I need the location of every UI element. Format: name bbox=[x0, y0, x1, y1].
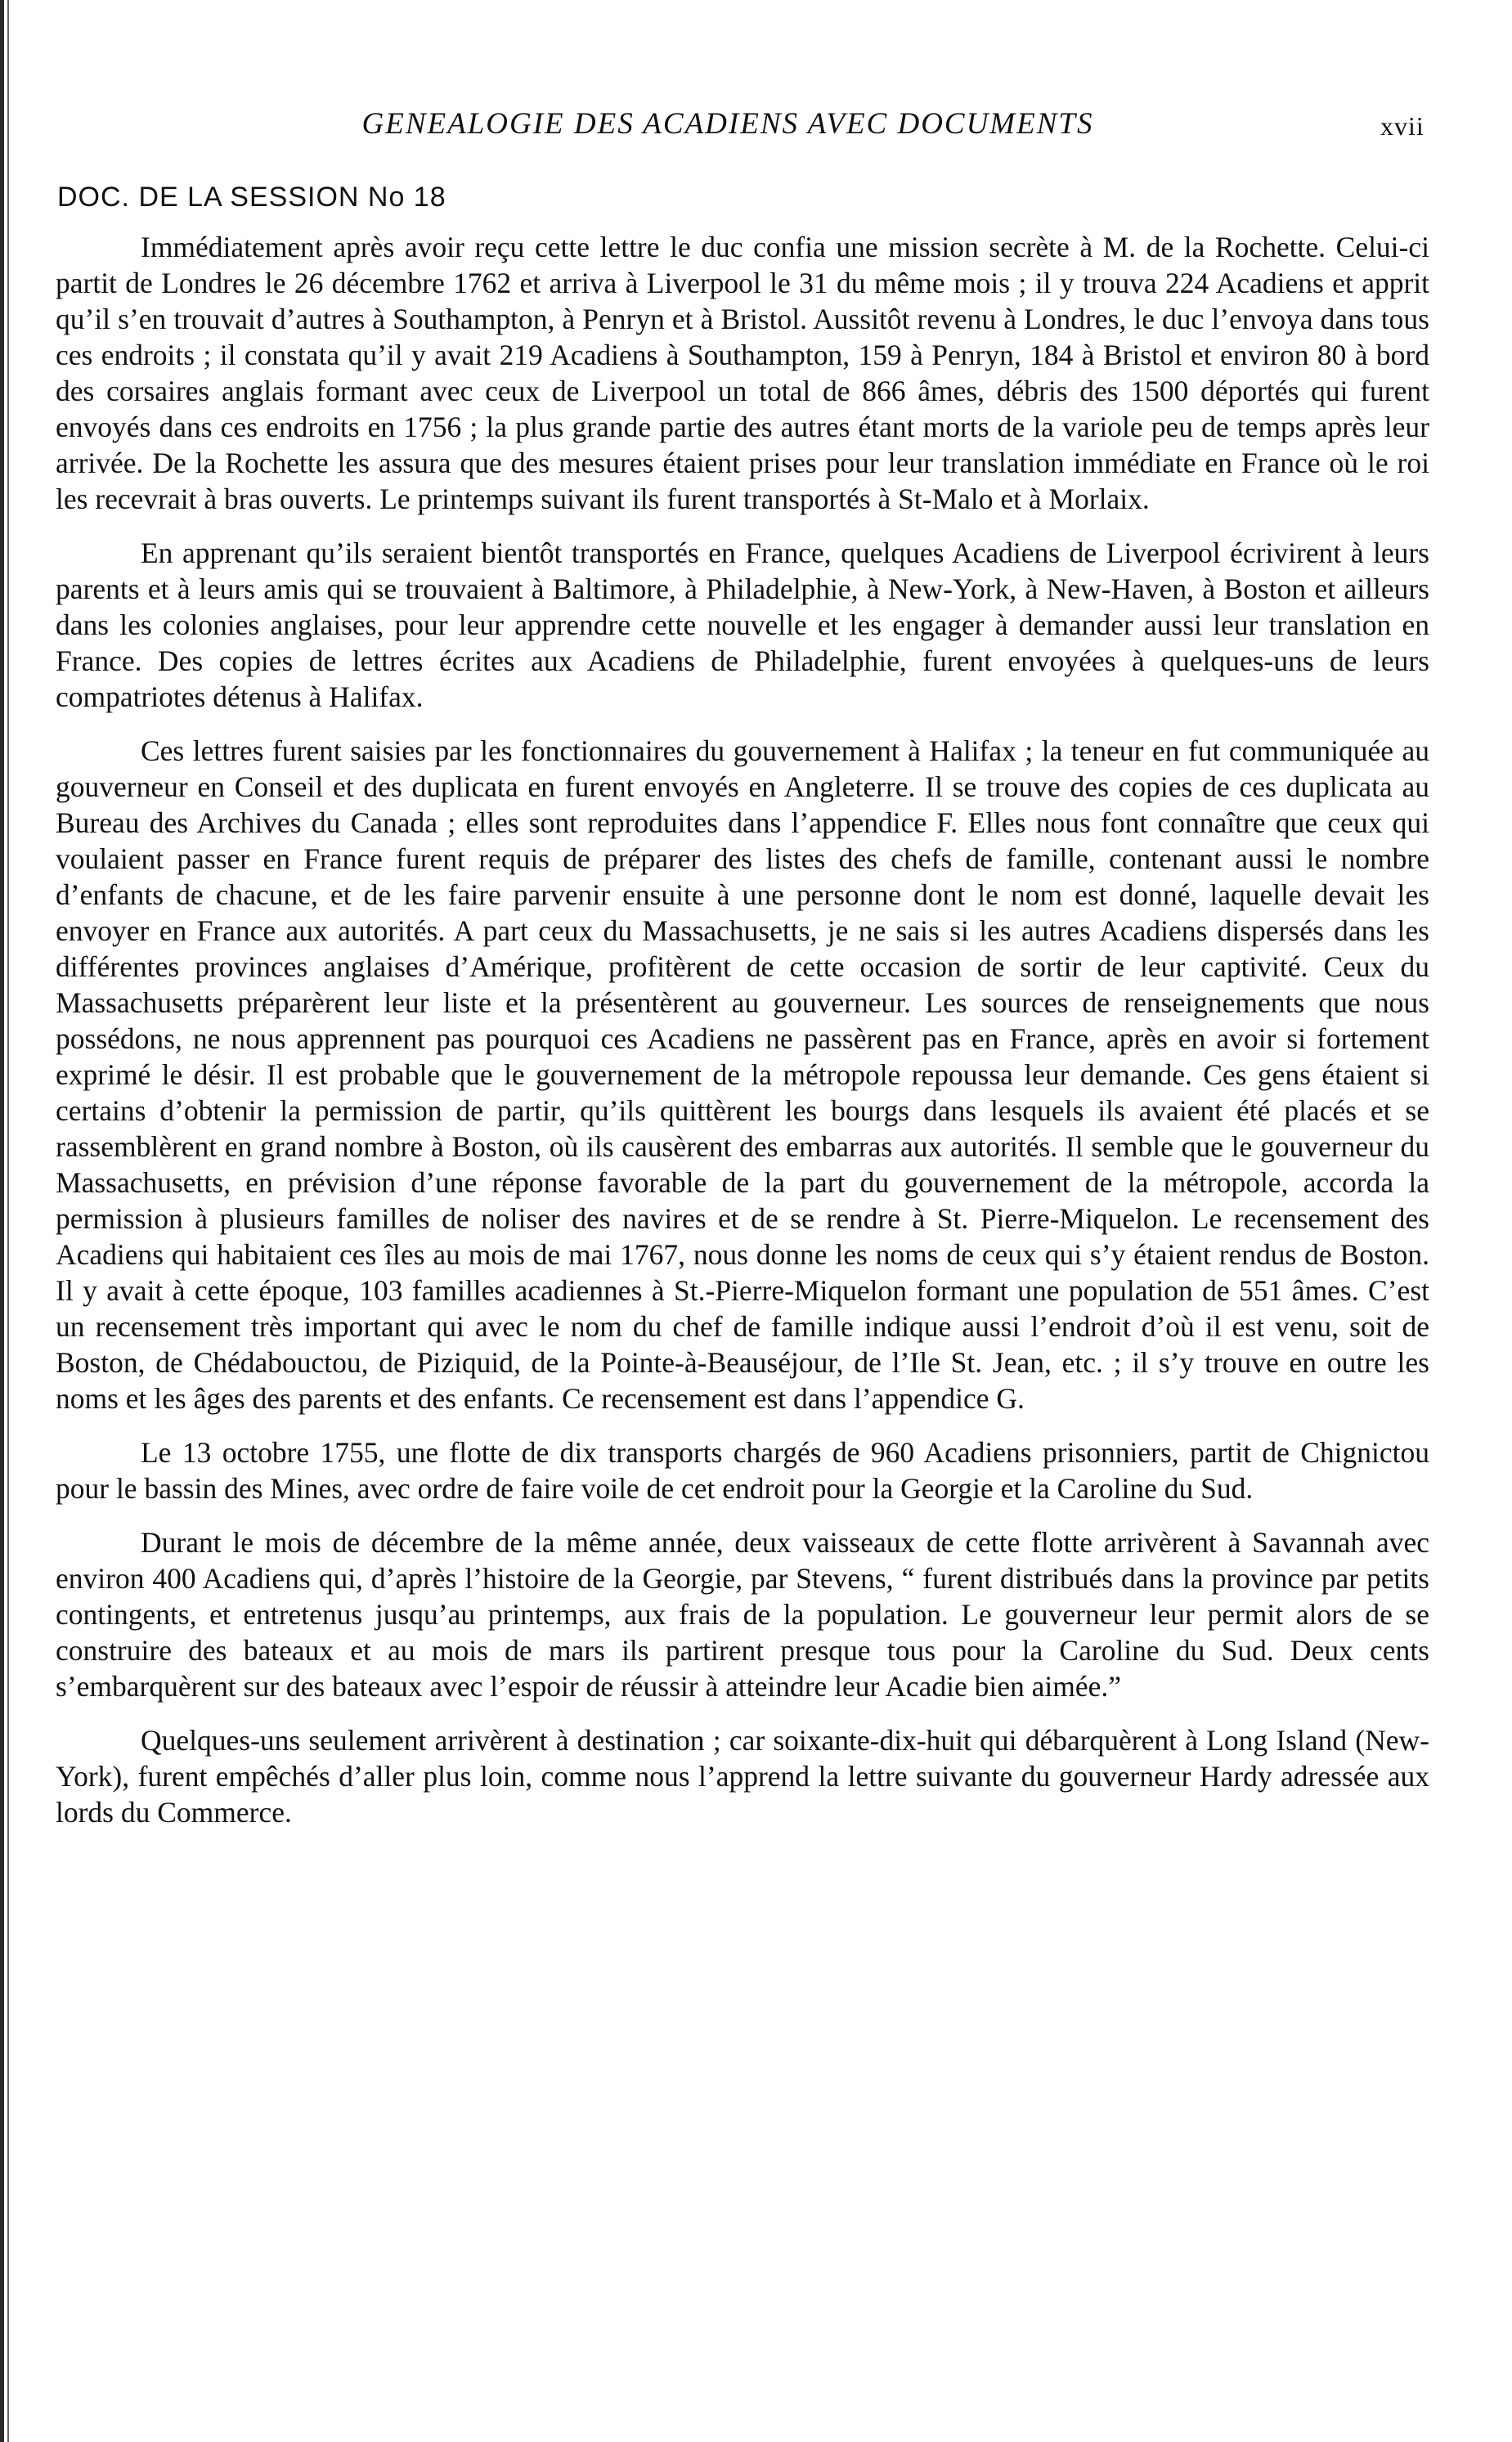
document-body bbox=[56, 229, 1429, 1848]
paragraph-liverpool-letters: En apprenant qu’ils seraient bientôt transportés en France, quelques Acadiens de Liverpool écrivirent à leurs parents et à leurs amis qui se trouvaient à Baltimore, à Philadelphie, à New-York, à New-Haven, à Boston et ailleurs dans les colonies anglaises, pour leur apprendre cette nouvelle et les engager à demander aussi leur translation en France. Des copies de lettres écrites aux Acadiens de Philadelphie, furent envoyées à quelques-uns de leurs compatriotes détenus à Halifax. bbox=[56, 536, 1429, 713]
session-label: DOC. DE LA SESSION No 18 bbox=[57, 182, 446, 213]
page-number: xvii bbox=[1380, 111, 1425, 141]
paragraph-fleet-1755: Le 13 octobre 1755, une flotte de dix transports chargés de 960 Acadiens prisonniers, partit de Chignictou pour le bassin des Mines, avec ordre de faire voile de cet endroit pour la Georgie et la Caroline du Sud. bbox=[56, 1436, 1429, 1505]
running-title: GENEALOGIE DES ACADIENS AVEC DOCUMENTS bbox=[361, 107, 1094, 141]
paragraph-savannah: Durant le mois de décembre de la même année, deux vaisseaux de cette flotte arrivèrent à Savannah avec environ 400 Acadiens qui, d’après l’histoire de la Georgie, par Stevens, “ furent distribués dans la province par petits contingents, et entretenus jusqu’au printemps, aux frais de la population. Le gouverneur leur permit alors de se construire des bateaux et au mois de mars ils partirent presque tous pour la Caroline du Sud. Deux cents s’embarquèrent sur des bateaux avec l’espoir de réussir à atteindre leur Acadie bien aimée.” bbox=[56, 1526, 1429, 1703]
page-edge-line bbox=[7, 0, 9, 2442]
paragraph-rochette-mission: Immédiatement après avoir reçu cette lettre le duc confia une mission secrète à M. de la Rochette. Celui-ci partit de Londres le 26 décembre 1762 et arriva à Liverpool le 31 du même mois ; il y trouva 224 Acadiens et apprit qu’il s’en trouvait d’autres à Southampton, à Penryn et à Bristol. Aussitôt revenu à Londres, le duc l’envoya dans tous ces endroits ; il constata qu’il y avait 219 Acadiens à Southampton, 159 à Penryn, 184 à Bristol et environ 80 à bord des corsaires anglais formant avec ceux de Liverpool un total de 866 âmes, débris des 1500 déportés qui furent envoyés dans ces endroits en 1756 ; la plus grande partie des autres étant morts de la variole peu de temps après leur arrivée. De la Rochette les assura que des mesures étaient prises pour leur translation immédiate en France où le roi les recevrait à bras ouverts. Le printemps suivant ils furent transportés à St-Malo et à Morlaix. bbox=[56, 231, 1429, 515]
paragraph-halifax-letters: Ces lettres furent saisies par les fonctionnaires du gouvernement à Halifax ; la teneur en fut communiquée au gouverneur en Conseil et des duplicata en furent envoyés en Angleterre. Il se trouve des copies de ces duplicata au Bureau des Archives du Canada ; elles sont reproduites dans l’appendice F. Elles nous font connaître que ceux qui voulaient passer en France furent requis de préparer des listes des chefs de famille, contenant aussi le nombre d’enfants de chacune, et de les faire parvenir ensuite à une personne dont le nom est donné, laquelle devait les envoyer en France aux autorités. A part ceux du Massachusetts, je ne sais si les autres Acadiens dispersés dans les différentes provinces anglaises d’Amérique, profitèrent de cette occasion de sortir de leur captivité. Ceux du Massachusetts préparèrent leur liste et la présentèrent au gouverneur. Les sources de renseignements que nous possédons, ne nous apprennent pas pourquoi ces Acadiens ne passèrent pas en France, après en avoir si fortement exprimé le désir. Il est probable que le gouvernement de la métropole repoussa leur demande. Ces gens étaient si certains d’obtenir la permission de partir, qu’ils quittèrent les bourgs dans lesquels ils avaient été placés et se rassemblèrent en grand nombre à Boston, où ils causèrent des embarras aux autorités. Il semble que le gouverneur du Massachusetts, en prévision d’une réponse favorable de la part du gouvernement de la métropole, accorda la permission à plusieurs familles de noliser des navires et de se rendre à St. Pierre-Miquelon. Le recensement des Acadiens qui habitaient ces îles au mois de mai 1767, nous donne les noms de ceux qui s’y étaient rendus de Boston. Il y avait à cette époque, 103 familles acadiennes à St.-Pierre-Miquelon formant une population de 551 âmes. C’est un recensement très important qui avec le nom du chef de famille indique aussi l’endroit d’où il est venu, soit de Boston, de Chédabouctou, de Piziquid, de la Pointe-à-Beauséjour, de l’Ile St. Jean, etc. ; il s’y trouve en outre les noms et les âges des parents et des enfants. Ce recensement est dans l’appendice G. bbox=[56, 734, 1429, 1415]
page-edge-shadow bbox=[0, 0, 4, 2442]
paragraph-long-island: Quelques-uns seulement arrivèrent à destination ; car soixante-dix-huit qui débarquèrent à Long Island (New-York), furent empêchés d’aller plus loin, comme nous l’apprend la lettre suivante du gouverneur Hardy adressée aux lords du Commerce. bbox=[56, 1724, 1429, 1829]
